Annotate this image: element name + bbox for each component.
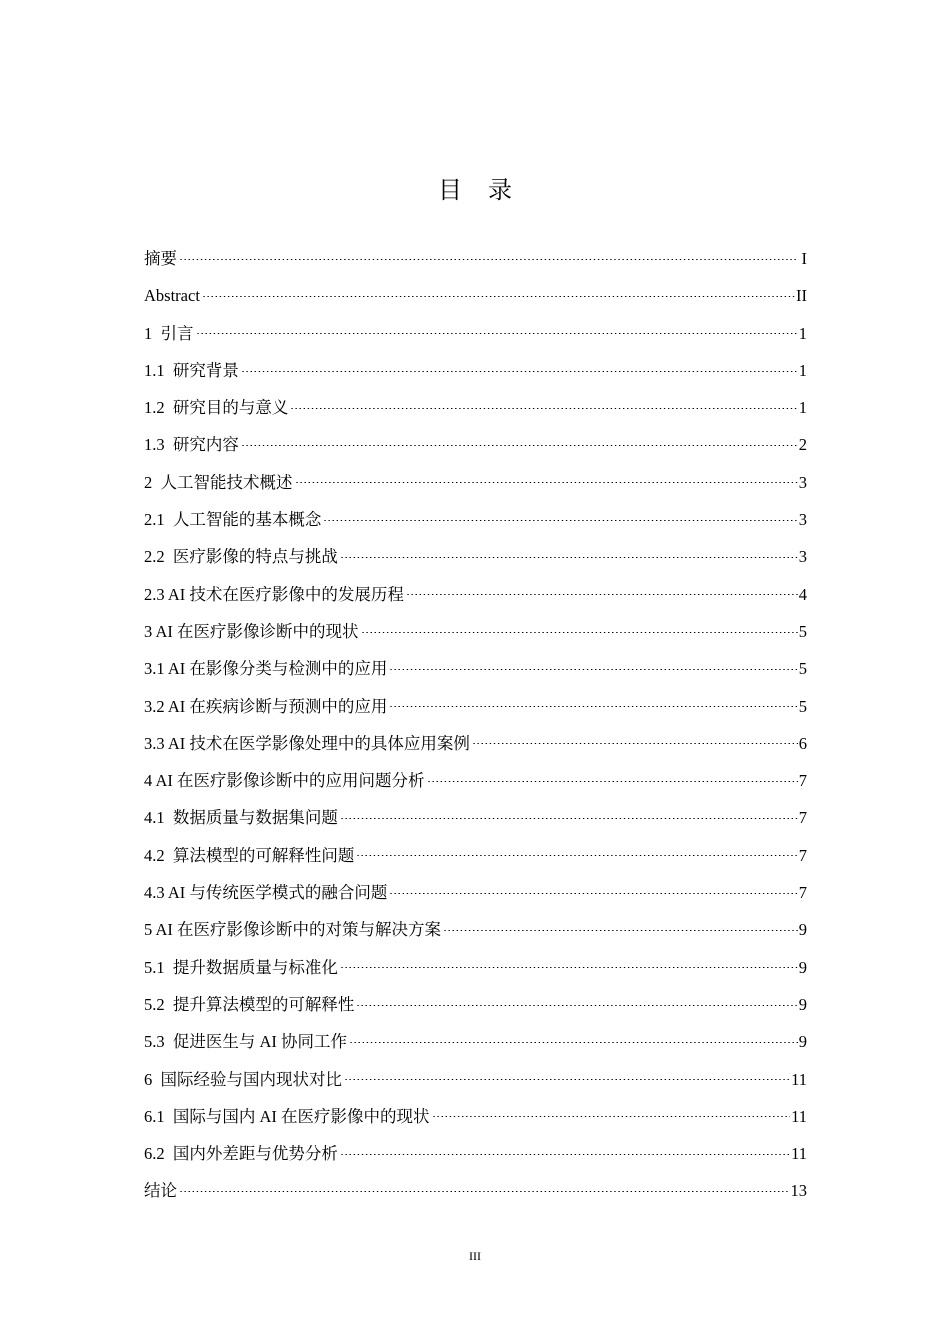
toc-entry-label: 5.2 提升算法模型的可解释性 (144, 994, 355, 1014)
toc-entry-page-number: 3 (798, 547, 807, 567)
toc-entry-page-number: 11 (791, 1069, 807, 1089)
toc-entry[interactable] (144, 542, 807, 579)
toc-entry-label: 摘要 (144, 249, 177, 268)
toc-entry-page-number: 5 (798, 696, 807, 716)
toc-entry-label: 3.1 AI 在影像分类与检测中的应用 (144, 659, 388, 679)
toc-entry-page-number: 4 (798, 584, 807, 604)
toc-entry-page-number: 5 (798, 659, 807, 679)
toc-entry-page-number: 11 (791, 1144, 807, 1164)
toc-entry-page-number: 7 (798, 771, 807, 791)
toc-entry-label: 4.3 AI 与传统医学模式的融合问题 (144, 883, 388, 903)
toc-entry-page-number: 9 (798, 994, 807, 1014)
toc-entry-label: 2.1 人工智能的基本概念 (144, 510, 322, 530)
toc-entry-label: 3.3 AI 技术在医学影像处理中的具体应用案例 (144, 733, 470, 753)
dot-leader (389, 692, 797, 712)
toc-entry-label: 1.2 研究目的与意义 (144, 398, 289, 418)
toc-entry-page-number: 3 (798, 472, 807, 492)
dot-leader (432, 1102, 791, 1122)
toc-entry-page-number: 11 (791, 1106, 807, 1126)
toc-entry[interactable] (144, 915, 807, 952)
dot-leader (356, 990, 797, 1010)
dot-leader (356, 841, 797, 861)
table-of-contents (144, 244, 807, 1214)
toc-entry-label: 4.1 数据质量与数据集问题 (144, 808, 338, 828)
toc-entry-page-number: 7 (798, 808, 807, 828)
dot-leader (340, 953, 798, 973)
dot-leader (202, 281, 795, 301)
toc-entry[interactable] (144, 729, 807, 766)
toc-entry[interactable] (144, 430, 807, 467)
toc-entry-page-number: 6 (798, 733, 807, 753)
toc-entry[interactable] (144, 953, 807, 990)
toc-entry[interactable] (144, 654, 807, 691)
dot-leader (179, 244, 798, 264)
toc-entry-page-number: II (796, 286, 807, 306)
toc-entry[interactable] (144, 1176, 807, 1213)
dot-leader (323, 505, 797, 525)
toc-entry-page-number: 1 (798, 360, 807, 380)
toc-entry[interactable] (144, 692, 807, 729)
dot-leader (295, 468, 798, 488)
toc-entry[interactable] (144, 803, 807, 840)
toc-entry[interactable] (144, 990, 807, 1027)
toc-entry-label: 4 AI 在医疗影像诊断中的应用问题分析 (144, 771, 425, 791)
dot-leader (344, 1065, 790, 1085)
toc-entry-label: 3.2 AI 在疾病诊断与预测中的应用 (144, 696, 388, 716)
toc-entry-page-number: I (801, 249, 807, 268)
dot-leader (340, 803, 798, 823)
dot-leader (472, 729, 798, 749)
toc-entry[interactable] (144, 580, 807, 617)
toc-entry-label: 1.1 研究背景 (144, 360, 239, 380)
toc-entry-label: 结论 (144, 1181, 177, 1201)
toc-entry[interactable] (144, 878, 807, 915)
dot-leader (241, 356, 798, 376)
toc-entry[interactable] (144, 1065, 807, 1102)
toc-entry-label: Abstract (144, 286, 200, 306)
toc-entry-page-number: 13 (790, 1181, 807, 1201)
toc-entry-page-number: 1 (798, 398, 807, 418)
toc-entry-page-number: 5 (798, 621, 807, 641)
toc-entry[interactable] (144, 841, 807, 878)
dot-leader (427, 766, 798, 786)
toc-entry-label: 2.2 医疗影像的特点与挑战 (144, 547, 338, 567)
toc-entry[interactable] (144, 319, 807, 356)
page-title: 目录 (438, 176, 538, 204)
toc-entry-label: 4.2 算法模型的可解释性问题 (144, 845, 355, 865)
toc-entry[interactable] (144, 393, 807, 430)
dot-leader (241, 430, 798, 450)
dot-leader (340, 1139, 790, 1159)
dot-leader (179, 1176, 790, 1196)
page-number-footer: III (469, 1249, 481, 1263)
toc-entry-page-number: 2 (798, 435, 807, 455)
toc-entry[interactable] (144, 617, 807, 654)
toc-entry-label: 5.1 提升数据质量与标准化 (144, 957, 338, 977)
dot-leader (361, 617, 798, 637)
toc-entry-label: 6.1 国际与国内 AI 在医疗影像中的现状 (144, 1106, 430, 1126)
toc-entry[interactable] (144, 356, 807, 393)
toc-entry[interactable] (144, 1139, 807, 1176)
toc-entry-label: 3 AI 在医疗影像诊断中的现状 (144, 621, 359, 641)
toc-entry-label: 2 人工智能技术概述 (144, 472, 293, 492)
dot-leader (349, 1027, 798, 1047)
toc-entry-label: 6 国际经验与国内现状对比 (144, 1069, 342, 1089)
toc-entry[interactable] (144, 505, 807, 542)
toc-entry-label: 6.2 国内外差距与优势分析 (144, 1144, 338, 1164)
toc-entry-page-number: 9 (798, 1032, 807, 1052)
toc-entry-label: 1 引言 (144, 323, 194, 343)
toc-entry-page-number: 7 (798, 883, 807, 903)
toc-entry-page-number: 9 (798, 920, 807, 940)
dot-leader (196, 319, 798, 339)
dot-leader (290, 393, 797, 413)
toc-entry-label: 5 AI 在医疗影像诊断中的对策与解决方案 (144, 920, 441, 940)
dot-leader (389, 654, 797, 674)
toc-entry-page-number: 3 (798, 510, 807, 530)
toc-entry-label: 2.3 AI 技术在医疗影像中的发展历程 (144, 584, 404, 604)
toc-entry[interactable] (144, 766, 807, 803)
toc-entry-label: 1.3 研究内容 (144, 435, 239, 455)
toc-entry[interactable] (144, 281, 807, 318)
toc-entry[interactable] (144, 468, 807, 505)
toc-entry-page-number: 1 (798, 323, 807, 343)
toc-entry[interactable] (144, 1027, 807, 1064)
toc-entry-label: 5.3 促进医生与 AI 协同工作 (144, 1032, 348, 1052)
toc-entry[interactable] (144, 244, 807, 281)
dot-leader (389, 878, 797, 898)
toc-entry[interactable] (144, 1102, 807, 1139)
toc-entry-page-number: 7 (798, 845, 807, 865)
dot-leader (406, 580, 798, 600)
dot-leader (443, 915, 798, 935)
dot-leader (340, 542, 798, 562)
toc-entry-page-number: 9 (798, 957, 807, 977)
